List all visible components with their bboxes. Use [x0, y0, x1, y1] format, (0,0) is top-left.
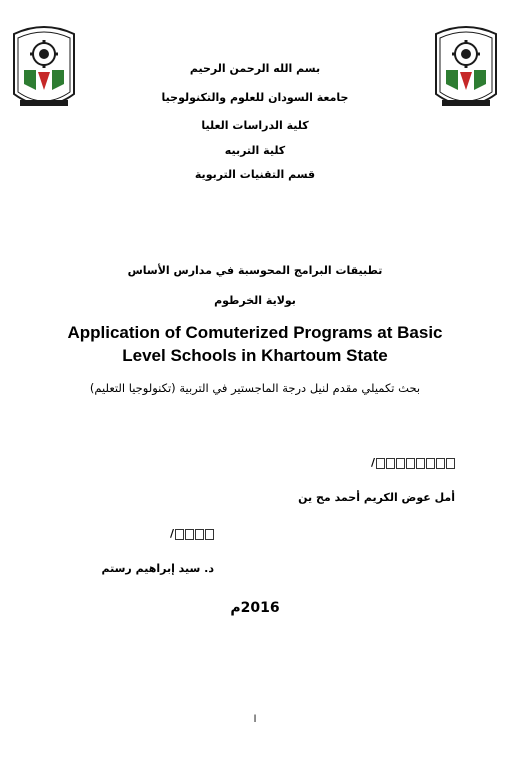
english-title-line1: Application of Comuterized Programs at Basic [67, 323, 443, 342]
supervisor-name: د. سيد إبراهيم رستم [101, 562, 214, 575]
university-name: جامعة السودان للعلوم والتكنولوجيا [161, 91, 349, 104]
basmala: بسم الله الرحمن الرحيم [189, 62, 321, 75]
author-label [371, 456, 455, 469]
page-number: ا [253, 714, 257, 725]
year: 2016م [230, 600, 280, 616]
arabic-title-line2: بولاية الخرطوم [214, 294, 296, 307]
supervisor-label-slash: / [169, 527, 174, 540]
english-title-line2: Level Schools in Khartoum State [122, 346, 388, 365]
faculty-name: كلية التربيه [224, 144, 286, 157]
arabic-title-line1: تطبيقات البرامج المحوسبة في مدارس الأساس [127, 264, 383, 277]
department-name: قسم التقنيات التربوية [194, 168, 316, 181]
degree-statement: بحث تكميلي مقدم لنيل درجة الماجستير في التربية (تكنولوجيا التعليم) [89, 381, 421, 395]
author-name: أمل عوض الكريم أحمد مح ين [298, 491, 455, 504]
supervisor-label [170, 527, 214, 540]
author-label-slash: / [370, 456, 375, 469]
college-name: كلية الدراسات العليا [201, 119, 309, 132]
